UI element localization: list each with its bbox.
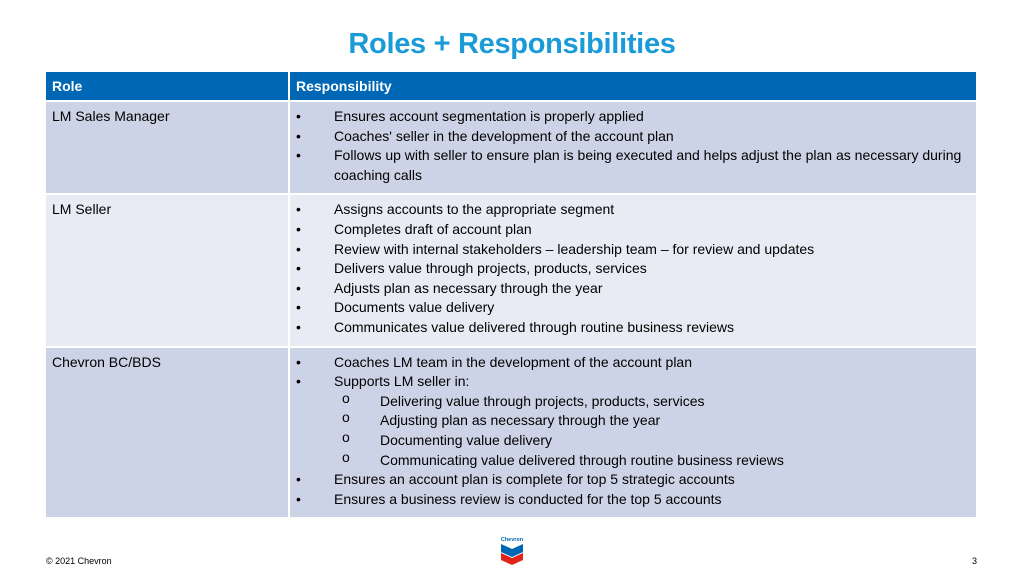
responsibility-cell — [289, 101, 977, 194]
page-title: Roles + Responsibilities — [348, 28, 676, 60]
bullet-icon: • — [296, 201, 301, 218]
sub-bullet-icon: o — [342, 389, 350, 406]
bullet-icon: • — [296, 220, 301, 237]
list-item: • Communicates value delivered through routine business reviews — [296, 318, 970, 338]
sub-bullet-icon: o — [342, 448, 350, 465]
bullet-icon: • — [296, 299, 301, 316]
bullet-icon: • — [296, 279, 301, 296]
bullet-icon: • — [296, 318, 301, 335]
sub-bullet-icon: o — [342, 409, 350, 426]
list-item: • Assigns accounts to the appropriate segment — [296, 200, 970, 220]
bullet-icon: • — [296, 490, 301, 507]
list-item: • Follows up with seller to ensure plan is being executed and helps adjust the plan as necessary during coaching calls — [296, 147, 962, 183]
table-row — [46, 194, 977, 346]
bullet-icon: • — [296, 147, 301, 164]
list-item: • Delivers value through projects, products, services — [296, 259, 970, 279]
list-item: • Review with internal stakeholders – leadership team – for review and updates — [296, 240, 970, 260]
page-number: 3 — [971, 556, 977, 566]
chevron-logo-icon — [497, 536, 527, 566]
table-row — [46, 347, 977, 519]
bullet-icon: • — [296, 108, 301, 124]
roles-table — [46, 72, 978, 519]
list-item: • Supports LM seller in: o Delivering value through projects, products, services o Adjusting plan as necessary through the year o Documenting value delivery o Communicating value delivered through routine business reviews — [296, 372, 970, 470]
sub-list-item: o Adjusting plan as necessary through the year — [342, 409, 661, 429]
bullet-icon: • — [296, 373, 301, 390]
list-item: • Coaches' seller in the development of the account plan — [296, 127, 970, 147]
list-item: • Ensures account segmentation is properly applied — [296, 107, 970, 127]
list-item: • Documents value delivery — [296, 298, 970, 318]
sub-list-item: o Documenting value delivery — [342, 428, 552, 448]
list-item: • Ensures an account plan is complete for top 5 strategic accounts — [296, 470, 970, 490]
bullet-icon: • — [296, 353, 301, 370]
list-item: • Coaches LM team in the development of the account plan — [296, 353, 970, 373]
logo-text: Chevron — [500, 537, 524, 543]
sub-list-item: o Communicating value delivered through routine business reviews — [342, 448, 784, 468]
role-cell: Chevron BC/BDS — [46, 347, 289, 519]
bullet-icon: • — [296, 471, 301, 488]
role-cell: LM Sales Manager — [46, 101, 289, 194]
header-responsibility: Responsibility — [289, 72, 977, 101]
sub-list-item: o Delivering value through projects, products, services — [342, 389, 705, 409]
role-cell: LM Seller — [46, 194, 289, 346]
bullet-icon: • — [296, 240, 301, 257]
responsibility-cell — [289, 194, 977, 346]
table-header-row — [46, 72, 977, 101]
list-item: • Adjusts plan as necessary through the year — [296, 279, 970, 299]
sub-bullet-icon: o — [342, 428, 350, 445]
table-row — [46, 101, 977, 194]
bullet-icon: • — [296, 260, 301, 277]
copyright: © 2021 Chevron — [46, 556, 112, 566]
header-role: Role — [46, 72, 289, 101]
responsibility-cell — [289, 347, 977, 519]
bullet-icon: • — [296, 127, 301, 144]
list-item: • Completes draft of account plan — [296, 220, 970, 240]
list-item: • Ensures a business review is conducted for the top 5 accounts — [296, 490, 970, 510]
